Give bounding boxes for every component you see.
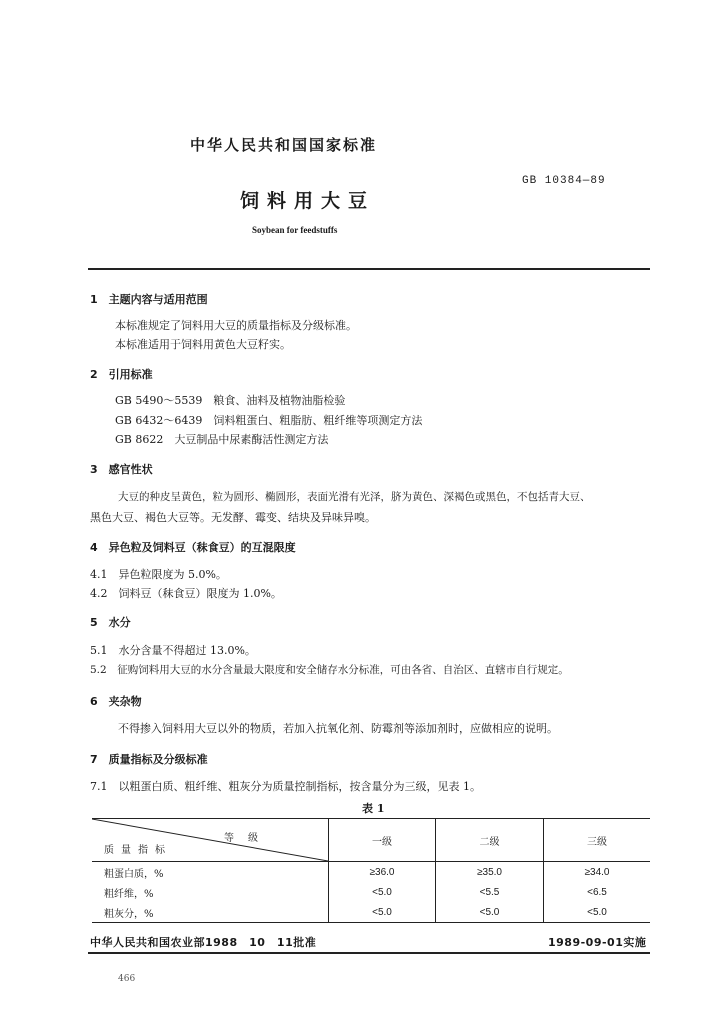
table-cell: <5.5 (436, 882, 544, 902)
row-label: 粗灰分，% (92, 902, 329, 923)
document-title: 饲料用大豆 (240, 190, 376, 212)
standard-number: GB 10384—89 (522, 175, 606, 187)
section-4-item-2: 4.2 饲料豆（秣食豆）限度为 1.0%。 (90, 587, 282, 600)
table-cell: ≥35.0 (436, 862, 544, 883)
page-number: 466 (118, 974, 136, 984)
quality-grade-table (92, 818, 650, 923)
header-item-label: 质量指标 (104, 845, 172, 856)
section-7-heading: 7 质量指标及分级标准 (90, 753, 208, 766)
section-6-heading: 6 夹杂物 (90, 695, 142, 708)
reference-item: GB 5490～5539 粮食、油料及植物油脂检验 (115, 394, 346, 407)
section-5-item-1: 5.1 水分含量不得超过 13.0%。 (90, 644, 256, 657)
table-cell: <5.0 (329, 902, 436, 923)
row-label: 粗纤维，% (104, 888, 154, 900)
column-header: 二级 (436, 819, 544, 862)
table-cell: <5.0 (329, 882, 436, 902)
section-4-item-1: 4.1 异色粒限度为 5.0%。 (90, 568, 227, 581)
table-cell: <6.5 (543, 882, 650, 902)
national-standard-heading: 中华人民共和国国家标准 (190, 136, 378, 154)
table-row (92, 882, 650, 902)
section-1-paragraph-2: 本标准适用于饲料用黄色大豆籽实。 (115, 338, 291, 351)
table-1-caption: 表 1 (362, 802, 385, 815)
document-title-english: Soybean for feedstuffs (252, 225, 338, 235)
section-3-line-2: 黑色大豆、褐色大豆等。无发酵、霉变、结块及异味异嗅。 (90, 511, 376, 524)
section-2-heading: 2 引用标准 (90, 368, 153, 381)
table-cell: ≥34.0 (543, 862, 650, 883)
footer-rule (88, 952, 650, 954)
table-row (92, 862, 650, 883)
header-rule (88, 268, 650, 270)
section-1-heading: 1 主题内容与适用范围 (90, 293, 208, 306)
column-header: 三级 (543, 819, 650, 862)
section-6-paragraph: 不得掺入饲料用大豆以外的物质，若加入抗氧化剂、防霉剂等添加剂时，应做相应的说明。 (118, 722, 558, 735)
section-3-heading: 3 感官性状 (90, 463, 153, 476)
implementation-date: 1989-09-01实施 (548, 936, 647, 949)
column-header: 一级 (329, 819, 436, 862)
table-header-row (92, 819, 650, 862)
section-1-paragraph-1: 本标准规定了饲料用大豆的质量指标及分级标准。 (115, 319, 357, 332)
section-3-line-1: 大豆的种皮呈黄色，粒为圆形、椭圆形，表面光滑有光泽，脐为黄色、深褐色或黑色，不包括青大豆、 (118, 491, 591, 503)
reference-item: GB 6432～6439 饲料粗蛋白、粗脂肪、粗纤维等项测定方法 (115, 414, 423, 427)
row-label: 粗蛋白质，% (104, 868, 164, 880)
table-corner-header (92, 819, 329, 862)
section-5-heading: 5 水分 (90, 616, 131, 629)
table-cell: <5.0 (543, 902, 650, 923)
table-cell: ≥36.0 (329, 862, 436, 883)
approval-line: 中华人民共和国农业部1988 10 11批准 (90, 936, 317, 949)
section-4-heading: 4 异色粒及饲料豆（秣食豆）的互混限度 (90, 541, 296, 554)
table-row (92, 902, 650, 923)
section-7-item-1: 7.1 以粗蛋白质、粗纤维、粗灰分为质量控制指标，按含量分为三级，见表 1。 (90, 780, 481, 793)
header-grade-label: 等级 (224, 833, 272, 844)
reference-item: GB 8622 大豆制品中尿素酶活性测定方法 (115, 433, 329, 446)
section-5-item-2: 5.2 征购饲料用大豆的水分含量最大限度和安全储存水分标准，可由各省、自治区、直辖市自行规定。 (90, 664, 569, 676)
table-cell: <5.0 (436, 902, 544, 923)
